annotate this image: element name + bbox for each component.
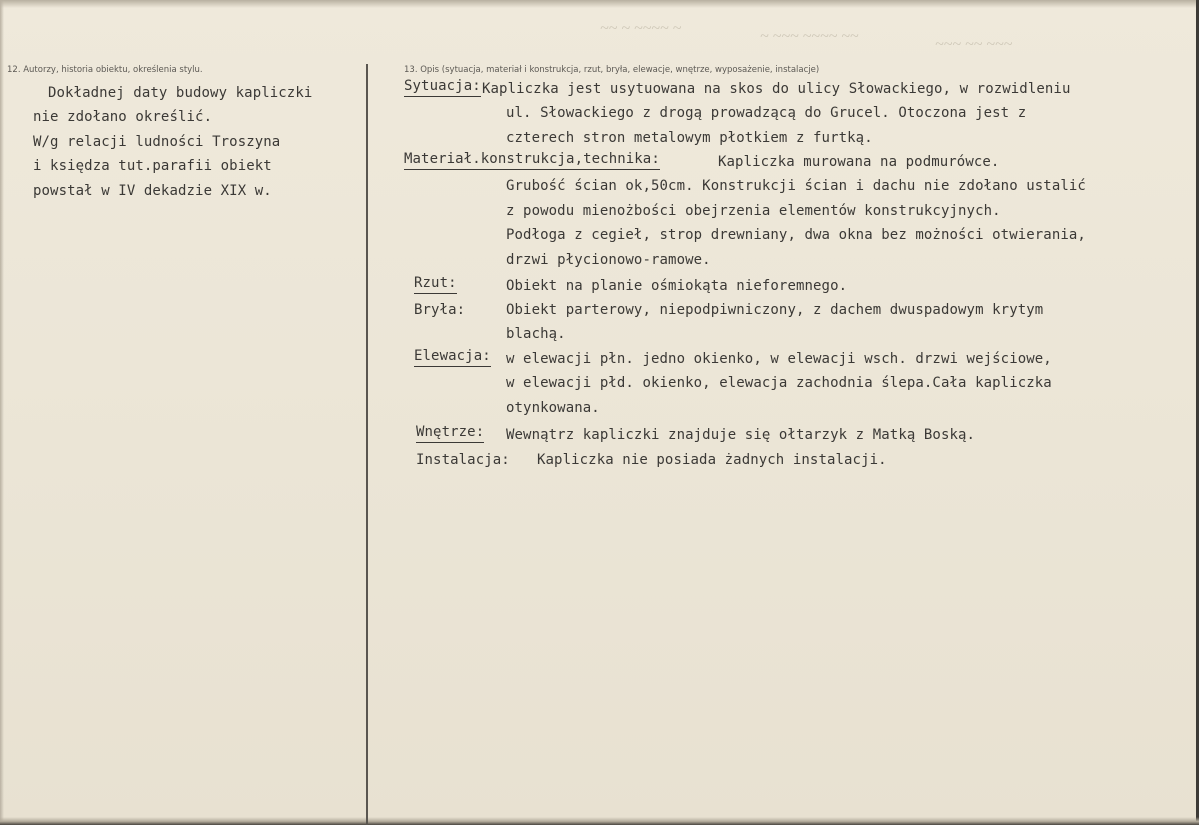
text-line: W/g relacji ludności Troszyna: [33, 133, 281, 150]
section-label: Rzut:: [414, 274, 457, 294]
text-line: Wewnątrz kapliczki znajduje się ołtarzyk z Matką Boską.: [506, 427, 976, 443]
bleed-through-scribble: ~~~ ~~ ~~~: [935, 36, 1013, 53]
paper-edge-top: [0, 0, 1199, 8]
section-body: [506, 298, 1043, 347]
section-body: [506, 347, 1052, 420]
section-label: Wnętrze:: [416, 423, 484, 443]
text-line: Dokładnej daty budowy kapliczki: [48, 85, 313, 101]
section-body: [718, 150, 999, 174]
text-line: Obiekt na planie ośmiokąta nieforemnego.: [506, 278, 848, 294]
text-line: w elewacji płd. okienko, elewacja zachodnia ślepa.Cała kapliczka: [506, 375, 1052, 392]
text-line: powstał w IV dekadzie XIX w.: [33, 182, 272, 199]
text-line: Kapliczka murowana na podmurówce.: [718, 154, 1000, 170]
field-12-header: 12. Autorzy, historia obiektu, określenia stylu.: [7, 65, 203, 75]
section-body: [537, 448, 887, 472]
bleed-through-scribble: ~ ~~~ ~~~~ ~~: [760, 28, 859, 45]
section-label: Bryła:: [414, 302, 466, 318]
section-body: [506, 274, 847, 298]
section-label: Sytuacja:: [404, 77, 481, 97]
section-label: Instalacja:: [416, 452, 510, 468]
paper-edge-left: [0, 0, 4, 825]
text-line: w elewacji płn. jedno okienko, w elewacji wsch. drzwi wejściowe,: [506, 351, 1052, 367]
section-body: [482, 77, 1070, 150]
text-line: czterech stron metalowym płotkiem z furtką.: [506, 129, 873, 146]
text-line: Kapliczka nie posiada żadnych instalacji.: [537, 452, 887, 468]
text-line: ul. Słowackiego z drogą prowadzącą do Grucel. Otoczona jest z: [506, 105, 1027, 122]
bleed-through-scribble: ~~ ~ ~~~~ ~: [600, 20, 682, 37]
text-line: z powodu mienożbości obejrzenia elementów konstrukcyjnych.: [506, 202, 1001, 219]
section-label: Materiał.konstrukcja,technika:: [404, 150, 660, 170]
text-line: i księdza tut.parafii obiekt: [33, 158, 272, 175]
field-13-header: 13. Opis (sytuacja, materiał i konstrukcja, rzut, bryła, elewacje, wnętrze, wyposażenie, instalacje): [404, 65, 820, 75]
text-line: Podłoga z cegieł, strop drewniany, dwa okna bez możności otwierania,: [506, 227, 1086, 244]
text-line: Obiekt parterowy, niepodpiwniczony, z dachem dwuspadowym krytym: [506, 302, 1044, 318]
paper-edge-bottom: [0, 817, 1199, 825]
section-body-continued: [506, 174, 1086, 272]
text-line: Grubość ścian ok,50cm. Konstrukcji ścian i dachu nie zdołano ustalić: [506, 178, 1086, 195]
text-line: Kapliczka jest usytuowana na skos do ulicy Słowackiego, w rozwidleniu: [482, 81, 1071, 97]
section-body: [506, 423, 975, 447]
section-label: Elewacja:: [414, 347, 491, 367]
column-divider: [366, 64, 368, 825]
text-line: nie zdołano określić.: [33, 109, 213, 126]
field-12-text: [33, 81, 312, 203]
text-line: otynkowana.: [506, 399, 600, 416]
text-line: blachą.: [506, 326, 566, 343]
text-line: drzwi płycionowo-ramowe.: [506, 251, 711, 268]
